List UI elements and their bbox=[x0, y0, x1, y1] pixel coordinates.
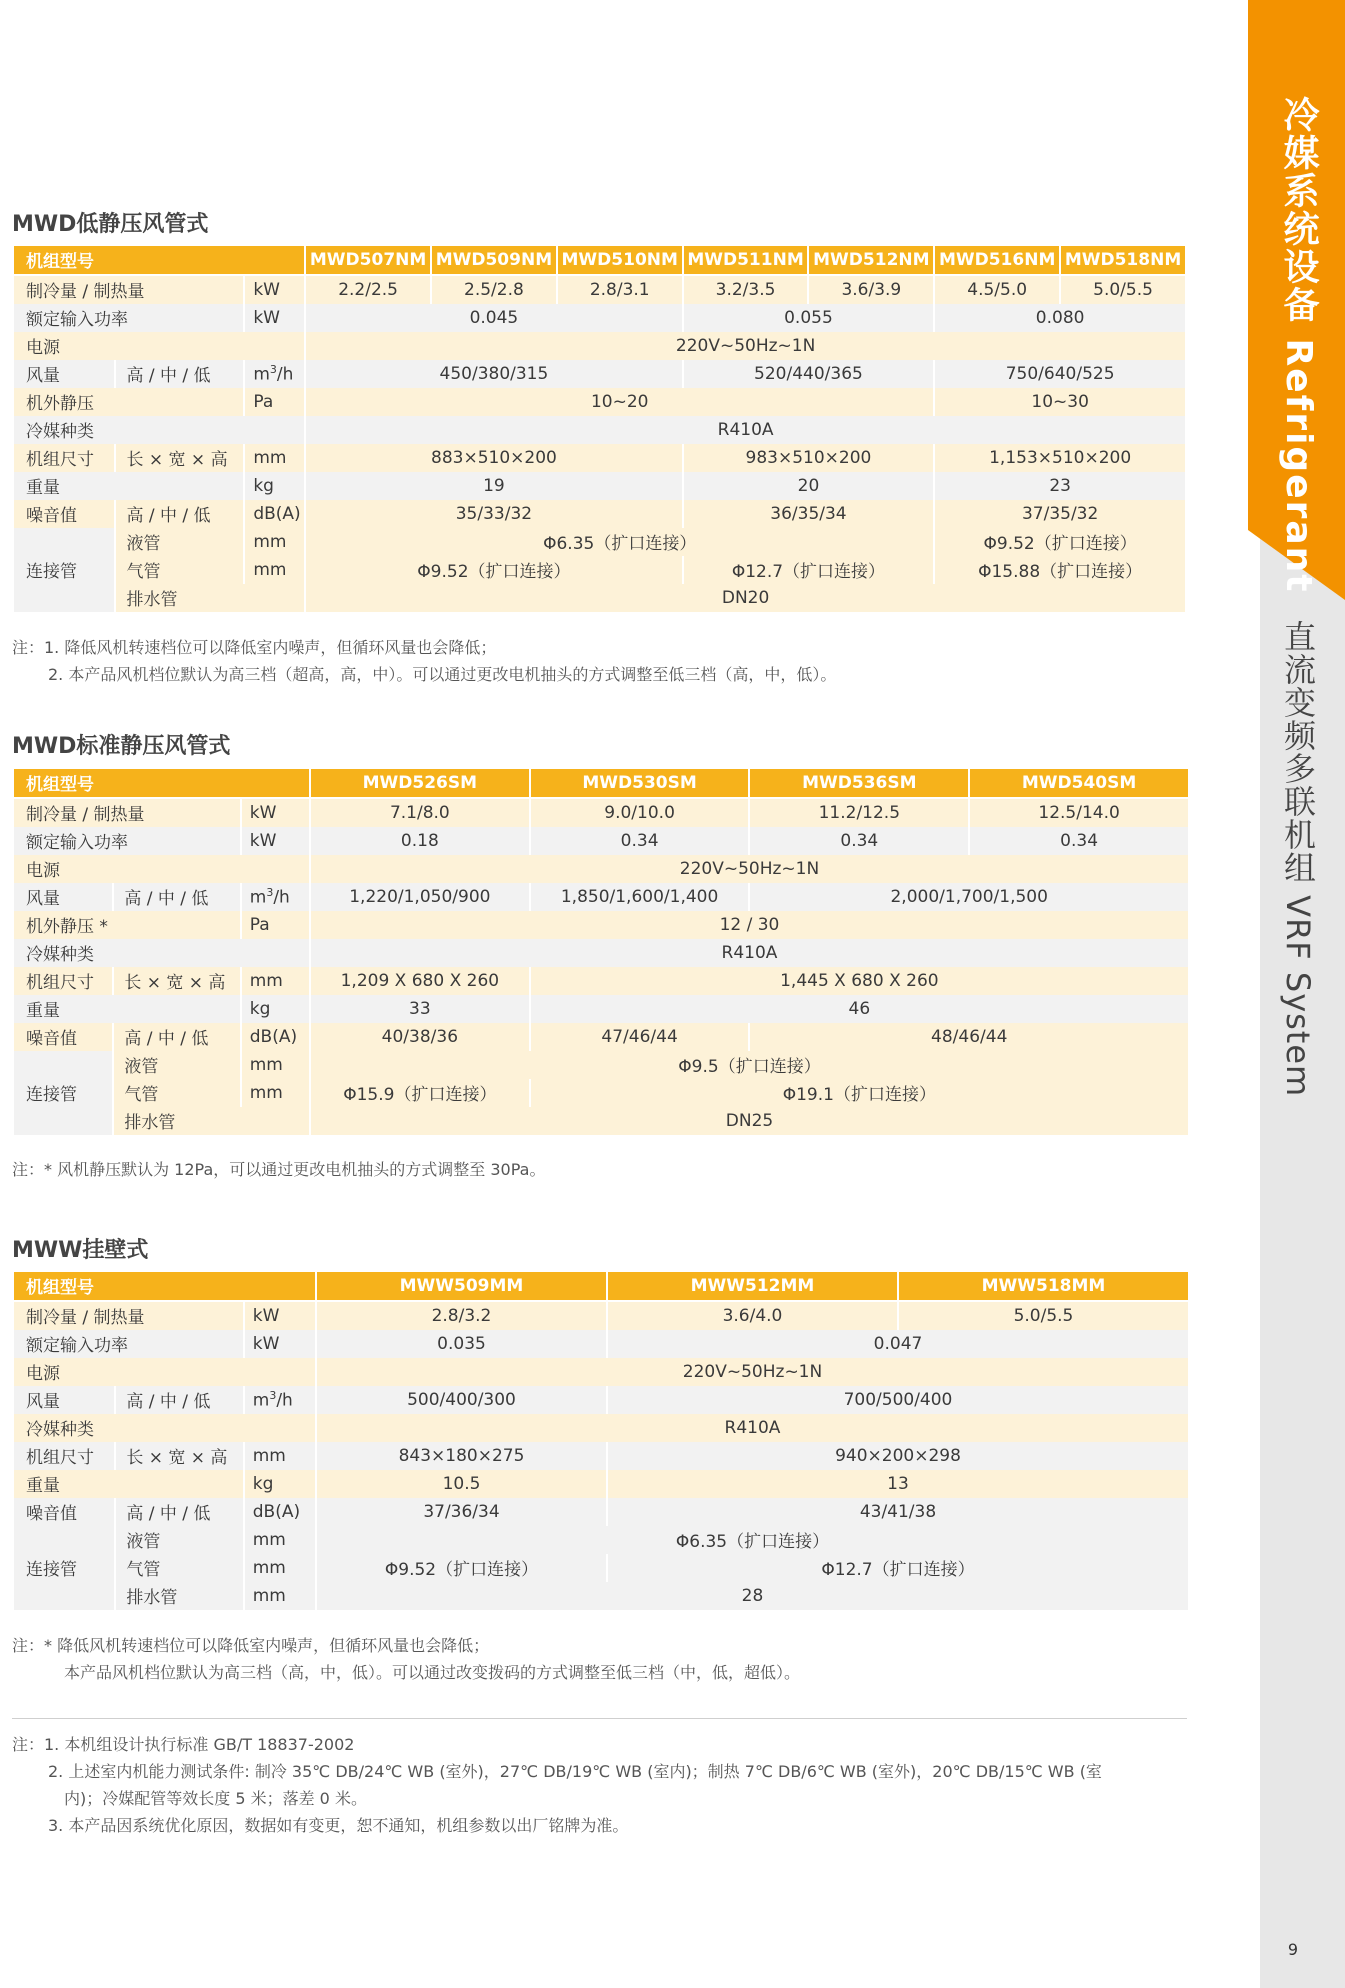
table-row bbox=[14, 1023, 1188, 1051]
table-cell: 37/35/32 bbox=[935, 500, 1185, 528]
note-line: 本产品风机档位默认为高三档（高，中，低）。可以通过改变拨码的方式调整至低三档（中，低，超低）。 bbox=[64, 1663, 801, 1682]
row-label: 重量 bbox=[14, 1470, 243, 1498]
row-label: 噪音值 bbox=[14, 1023, 112, 1051]
row-unit: Pa bbox=[245, 388, 304, 416]
table-cell: 983×510×200 bbox=[684, 444, 934, 472]
table-cell: 11.2/12.5 bbox=[750, 799, 968, 827]
table-row bbox=[14, 1526, 1188, 1554]
row-label: 重量 bbox=[14, 472, 243, 500]
section2-notes bbox=[12, 1156, 545, 1183]
table-cell: 23 bbox=[935, 472, 1185, 500]
note-line: 注：* 降低风机转速档位可以降低室内噪声，但循环风量也会降低； bbox=[12, 1636, 490, 1655]
table-cell: 12 / 30 bbox=[311, 911, 1188, 939]
model-name: MWD507NM bbox=[306, 246, 430, 276]
row-unit: mm bbox=[245, 1582, 315, 1610]
model-name: MWW518MM bbox=[899, 1272, 1188, 1302]
table-cell: 2.8/3.2 bbox=[317, 1302, 606, 1330]
table-cell: 9.0/10.0 bbox=[531, 799, 749, 827]
section2-table bbox=[12, 769, 1190, 1135]
table-row bbox=[14, 1414, 1188, 1442]
table-cell: 0.34 bbox=[531, 827, 749, 855]
model-name: MWW512MM bbox=[608, 1272, 897, 1302]
row-sublabel: 液管 bbox=[114, 1051, 239, 1079]
model-name: MWD526SM bbox=[311, 769, 529, 799]
table-row bbox=[14, 416, 1185, 444]
note-line: 注：1. 本机组设计执行标准 GB/T 18837-2002 bbox=[12, 1735, 355, 1754]
row-unit: kg bbox=[245, 472, 304, 500]
note-line: 2. 上述室内机能力测试条件: 制冷 35℃ DB/24℃ WB (室外)，27℃ DB/19℃ WB (室内)；制热 7℃ DB/6℃ WB (室外)，20℃ DB/15℃ WB (室 bbox=[48, 1762, 1102, 1781]
row-unit: kg bbox=[245, 1470, 315, 1498]
table-cell: 520/440/365 bbox=[684, 360, 934, 388]
sidebar-title-bottom: 直流变频多联机组 VRF System bbox=[1279, 620, 1317, 1098]
table-cell: 2.2/2.5 bbox=[306, 276, 430, 304]
row-unit: dB(A) bbox=[242, 1023, 309, 1051]
table-row bbox=[14, 360, 1185, 388]
row-label: 制冷量 / 制热量 bbox=[14, 1302, 243, 1330]
table-row bbox=[14, 1079, 1188, 1107]
table-row bbox=[14, 388, 1185, 416]
table-cell: Φ9.52（扩口连接） bbox=[935, 528, 1185, 556]
row-sublabel: 气管 bbox=[116, 556, 243, 584]
table-row bbox=[14, 995, 1188, 1023]
table-row bbox=[14, 967, 1188, 995]
row-unit: mm bbox=[242, 1079, 309, 1107]
table-cell: 0.18 bbox=[311, 827, 529, 855]
table-cell: Φ9.52（扩口连接） bbox=[317, 1554, 606, 1582]
header-label: 机组型号 bbox=[14, 246, 304, 276]
section3-table bbox=[12, 1272, 1190, 1610]
section2-title: MWD标准静压风管式 bbox=[12, 734, 231, 759]
table-cell: 43/41/38 bbox=[608, 1498, 1188, 1526]
table-cell: 843×180×275 bbox=[317, 1442, 606, 1470]
table-cell: 0.080 bbox=[935, 304, 1185, 332]
row-unit: $m^3/h$ bbox=[242, 883, 309, 911]
table-cell: R410A bbox=[306, 416, 1185, 444]
row-label: 制冷量 / 制热量 bbox=[14, 799, 240, 827]
model-name: MWD509NM bbox=[432, 246, 556, 276]
table-cell: 0.047 bbox=[608, 1330, 1188, 1358]
table-row bbox=[14, 1051, 1188, 1079]
table-cell: R410A bbox=[317, 1414, 1188, 1442]
table-cell: 3.6/3.9 bbox=[809, 276, 933, 304]
table-cell: 4.5/5.0 bbox=[935, 276, 1059, 304]
table-cell: 5.0/5.5 bbox=[1061, 276, 1185, 304]
table-cell: Φ15.88（扩口连接） bbox=[935, 556, 1185, 584]
table-row bbox=[14, 827, 1188, 855]
row-sublabel: 高 / 中 / 低 bbox=[116, 500, 243, 528]
table-cell: 220V~50Hz~1N bbox=[311, 855, 1188, 883]
section3-notes bbox=[12, 1632, 800, 1686]
row-label: 机组尺寸 bbox=[14, 1442, 114, 1470]
model-name: MWD512NM bbox=[809, 246, 933, 276]
model-name: MWD510NM bbox=[558, 246, 682, 276]
row-label: 风量 bbox=[14, 883, 112, 911]
row-unit: mm bbox=[242, 967, 309, 995]
table-cell: 40/38/36 bbox=[311, 1023, 529, 1051]
row-sublabel: 排水管 bbox=[116, 1582, 242, 1610]
table-cell: Φ19.1（扩口连接） bbox=[531, 1079, 1188, 1107]
model-name: MWD516NM bbox=[935, 246, 1059, 276]
row-label: 额定输入功率 bbox=[14, 304, 243, 332]
table-row bbox=[14, 556, 1185, 584]
row-label: 制冷量 / 制热量 bbox=[14, 276, 243, 304]
table-row bbox=[14, 1330, 1188, 1358]
section1-table bbox=[12, 246, 1187, 612]
row-sublabel: 高 / 中 / 低 bbox=[116, 360, 243, 388]
table-cell: Φ12.7（扩口连接） bbox=[608, 1554, 1188, 1582]
table-cell: 46 bbox=[531, 995, 1188, 1023]
row-label: 重量 bbox=[14, 995, 240, 1023]
row-sublabel: 高 / 中 / 低 bbox=[114, 1023, 239, 1051]
row-unit: dB(A) bbox=[245, 500, 304, 528]
model-name: MWD530SM bbox=[531, 769, 749, 799]
table-cell: 883×510×200 bbox=[306, 444, 681, 472]
row-unit: mm bbox=[245, 1554, 315, 1582]
table-cell: 220V~50Hz~1N bbox=[306, 332, 1185, 360]
row-label: 电源 bbox=[14, 332, 304, 360]
table-cell: Φ6.35（扩口连接） bbox=[317, 1526, 1188, 1554]
table-cell: 700/500/400 bbox=[608, 1386, 1188, 1414]
table-row bbox=[14, 584, 1185, 612]
header-label: 机组型号 bbox=[14, 769, 309, 799]
row-label: 电源 bbox=[14, 855, 309, 883]
row-label: 机组尺寸 bbox=[14, 967, 112, 995]
table-row bbox=[14, 276, 1185, 304]
row-label: 冷媒种类 bbox=[14, 939, 309, 967]
table-cell: 450/380/315 bbox=[306, 360, 681, 388]
table-cell: 3.2/3.5 bbox=[684, 276, 808, 304]
row-unit: $m^3/h$ bbox=[245, 1386, 315, 1414]
table-row bbox=[14, 855, 1188, 883]
row-label: 冷媒种类 bbox=[14, 1414, 315, 1442]
row-unit: mm bbox=[245, 1442, 315, 1470]
table-cell: 1,850/1,600/1,400 bbox=[531, 883, 749, 911]
table-row bbox=[14, 1554, 1188, 1582]
table-row bbox=[14, 883, 1188, 911]
table-cell: 0.045 bbox=[306, 304, 681, 332]
row-unit: kW bbox=[245, 1330, 315, 1358]
table-header-row bbox=[14, 769, 1188, 799]
table-cell: 13 bbox=[608, 1470, 1188, 1498]
table-cell: 3.6/4.0 bbox=[608, 1302, 897, 1330]
section1-notes bbox=[12, 634, 836, 688]
table-cell: 10~30 bbox=[935, 388, 1185, 416]
table-cell: 220V~50Hz~1N bbox=[317, 1358, 1188, 1386]
table-row bbox=[14, 1302, 1188, 1330]
row-unit: mm bbox=[245, 556, 304, 584]
table-row bbox=[14, 1107, 1188, 1135]
table-cell: Φ15.9（扩口连接） bbox=[311, 1079, 529, 1107]
table-row bbox=[14, 1498, 1188, 1526]
table-cell: 1,209 X 680 X 260 bbox=[311, 967, 529, 995]
row-unit: dB(A) bbox=[245, 1498, 315, 1526]
table-cell: 33 bbox=[311, 995, 529, 1023]
row-label: 电源 bbox=[14, 1358, 315, 1386]
model-name: MWD540SM bbox=[970, 769, 1188, 799]
table-cell: Φ6.35（扩口连接） bbox=[306, 528, 933, 556]
row-label: 连接管 bbox=[14, 1051, 112, 1135]
table-row bbox=[14, 1442, 1188, 1470]
header-label: 机组型号 bbox=[14, 1272, 315, 1302]
table-cell: 750/640/525 bbox=[935, 360, 1185, 388]
note-line: 注：* 风机静压默认为 12Pa，可以通过更改电机抽头的方式调整至 30Pa。 bbox=[12, 1160, 546, 1179]
row-unit: mm bbox=[245, 528, 304, 556]
table-cell: 0.035 bbox=[317, 1330, 606, 1358]
table-cell: 36/35/34 bbox=[684, 500, 934, 528]
table-cell: 1,445 X 680 X 260 bbox=[531, 967, 1188, 995]
table-cell: DN25 bbox=[311, 1107, 1188, 1135]
table-row bbox=[14, 472, 1185, 500]
row-unit: kg bbox=[242, 995, 309, 1023]
table-cell: 940×200×298 bbox=[608, 1442, 1188, 1470]
row-label: 机组尺寸 bbox=[14, 444, 114, 472]
row-label: 风量 bbox=[14, 360, 114, 388]
table-row bbox=[14, 911, 1188, 939]
table-row bbox=[14, 332, 1185, 360]
row-label: 冷媒种类 bbox=[14, 416, 304, 444]
table-cell: 48/46/44 bbox=[750, 1023, 1188, 1051]
row-label: 连接管 bbox=[14, 1526, 114, 1610]
row-unit: kW bbox=[245, 1302, 315, 1330]
row-label: 风量 bbox=[14, 1386, 114, 1414]
row-unit: mm bbox=[245, 444, 304, 472]
sidebar-title-top: 冷媒系统设备 Refrigerant bbox=[1278, 96, 1319, 594]
table-cell: 28 bbox=[317, 1582, 1188, 1610]
table-cell: 0.34 bbox=[970, 827, 1188, 855]
table-header-row bbox=[14, 246, 1185, 276]
table-row bbox=[14, 1386, 1188, 1414]
table-cell: 0.055 bbox=[684, 304, 934, 332]
table-row bbox=[14, 799, 1188, 827]
row-sublabel: 排水管 bbox=[116, 584, 304, 612]
note-line: 内)；冷媒配管等效长度 5 米；落差 0 米。 bbox=[64, 1789, 367, 1808]
table-row bbox=[14, 1358, 1188, 1386]
table-row bbox=[14, 1470, 1188, 1498]
table-cell: 10.5 bbox=[317, 1470, 606, 1498]
row-label: 额定输入功率 bbox=[14, 1330, 243, 1358]
table-cell: 10~20 bbox=[306, 388, 933, 416]
table-cell: Φ12.7（扩口连接） bbox=[684, 556, 934, 584]
row-label: 噪音值 bbox=[14, 1498, 114, 1526]
row-unit: kW bbox=[242, 799, 309, 827]
table-cell: 37/36/34 bbox=[317, 1498, 606, 1526]
table-cell: 2.8/3.1 bbox=[558, 276, 682, 304]
table-cell: 7.1/8.0 bbox=[311, 799, 529, 827]
divider bbox=[12, 1718, 1187, 1719]
row-unit: kW bbox=[242, 827, 309, 855]
table-row bbox=[14, 528, 1185, 556]
table-cell: 2,000/1,700/1,500 bbox=[750, 883, 1188, 911]
note-line: 3. 本产品因系统优化原因，数据如有变更，恕不通知，机组参数以出厂铭牌为准。 bbox=[48, 1816, 629, 1835]
section3-title: MWW挂壁式 bbox=[12, 1238, 149, 1263]
table-row bbox=[14, 500, 1185, 528]
table-cell: 47/46/44 bbox=[531, 1023, 749, 1051]
row-unit: kW bbox=[245, 304, 304, 332]
model-name: MWD518NM bbox=[1061, 246, 1185, 276]
model-name: MWD511NM bbox=[684, 246, 808, 276]
table-cell: 0.34 bbox=[750, 827, 968, 855]
note-line: 注：1. 降低风机转速档位可以降低室内噪声，但循环风量也会降低； bbox=[12, 638, 497, 657]
row-unit: Pa bbox=[242, 911, 309, 939]
row-sublabel: 长 × 宽 × 高 bbox=[116, 444, 243, 472]
table-cell: DN20 bbox=[306, 584, 1185, 612]
row-unit: kW bbox=[245, 276, 304, 304]
table-cell: R410A bbox=[311, 939, 1188, 967]
table-cell: 5.0/5.5 bbox=[899, 1302, 1188, 1330]
row-sublabel: 液管 bbox=[116, 528, 243, 556]
table-cell: 12.5/14.0 bbox=[970, 799, 1188, 827]
row-sublabel: 排水管 bbox=[114, 1107, 309, 1135]
row-sublabel: 液管 bbox=[116, 1526, 242, 1554]
row-sublabel: 高 / 中 / 低 bbox=[114, 883, 239, 911]
table-cell: 2.5/2.8 bbox=[432, 276, 556, 304]
note-line: 2. 本产品风机档位默认为高三档（超高，高，中）。可以通过更改电机抽头的方式调整至低三档（高，中，低）。 bbox=[48, 665, 837, 684]
table-cell: Φ9.5（扩口连接） bbox=[311, 1051, 1188, 1079]
row-label: 连接管 bbox=[14, 528, 114, 612]
table-cell: 1,220/1,050/900 bbox=[311, 883, 529, 911]
row-unit: $m^3/h$ bbox=[245, 360, 304, 388]
table-row bbox=[14, 939, 1188, 967]
table-row bbox=[14, 304, 1185, 332]
row-sublabel: 气管 bbox=[116, 1554, 242, 1582]
row-sublabel: 长 × 宽 × 高 bbox=[116, 1442, 242, 1470]
row-sublabel: 气管 bbox=[114, 1079, 239, 1107]
table-cell: 19 bbox=[306, 472, 681, 500]
row-sublabel: 高 / 中 / 低 bbox=[116, 1498, 242, 1526]
section1-title: MWD低静压风管式 bbox=[12, 212, 209, 237]
table-header-row bbox=[14, 1272, 1188, 1302]
row-unit: mm bbox=[245, 1526, 315, 1554]
model-name: MWW509MM bbox=[317, 1272, 606, 1302]
table-row bbox=[14, 444, 1185, 472]
row-label: 额定输入功率 bbox=[14, 827, 240, 855]
footer-notes bbox=[12, 1731, 1102, 1839]
row-label: 机外静压 * bbox=[14, 911, 240, 939]
table-cell: 20 bbox=[684, 472, 934, 500]
row-unit: mm bbox=[242, 1051, 309, 1079]
table-row bbox=[14, 1582, 1188, 1610]
table-cell: 1,153×510×200 bbox=[935, 444, 1185, 472]
table-cell: 35/33/32 bbox=[306, 500, 681, 528]
table-cell: 500/400/300 bbox=[317, 1386, 606, 1414]
row-label: 噪音值 bbox=[14, 500, 114, 528]
row-sublabel: 高 / 中 / 低 bbox=[116, 1386, 242, 1414]
model-name: MWD536SM bbox=[750, 769, 968, 799]
row-label: 机外静压 bbox=[14, 388, 243, 416]
page-number: 9 bbox=[1287, 1940, 1299, 1959]
row-sublabel: 长 × 宽 × 高 bbox=[114, 967, 239, 995]
table-cell: Φ9.52（扩口连接） bbox=[306, 556, 681, 584]
